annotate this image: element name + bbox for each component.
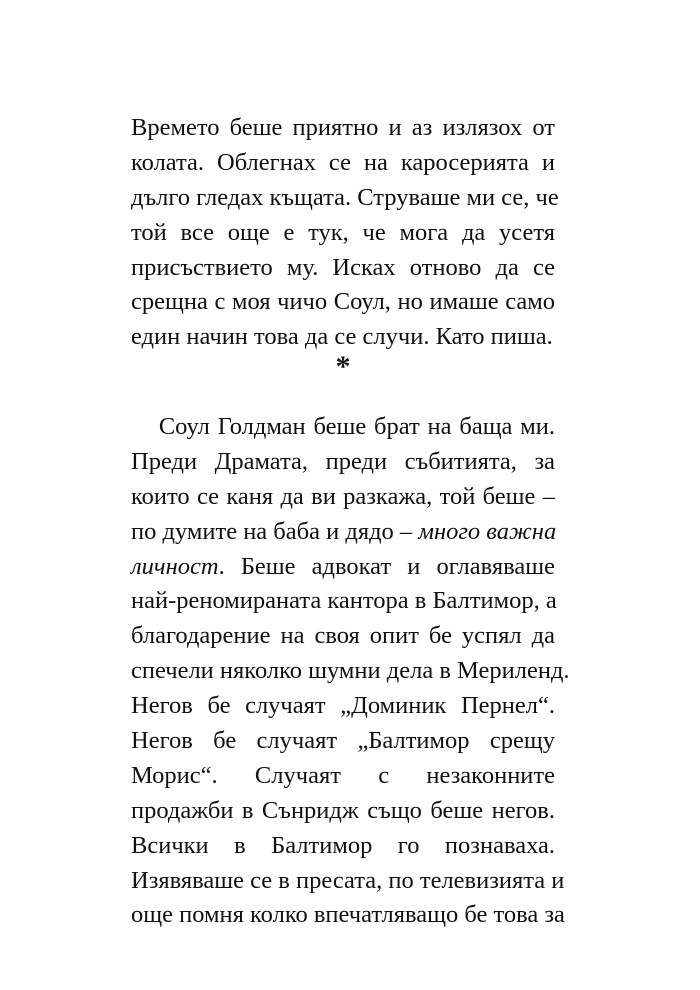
text-line: Всички в Балтимор го познаваха. bbox=[131, 831, 555, 859]
text-fragment: . Беше адвокат и оглавяваше bbox=[218, 552, 555, 580]
text-line: присъствието му. Исках отново да се bbox=[131, 253, 555, 281]
text-fragment: Соул Голдман беше брат на баща ми. bbox=[151, 413, 555, 440]
italic-phrase: много важна bbox=[418, 517, 557, 545]
text-line: колата. Облегнах се на каросерията и bbox=[131, 148, 555, 176]
text-line: продажби в Сънридж също беше негов. bbox=[131, 796, 555, 824]
text-line: Изявяваше се в пресата, по телевизията и bbox=[131, 866, 565, 894]
text-line: най-реномираната кантора в Балтимор, а bbox=[131, 587, 557, 615]
text-line bbox=[131, 550, 555, 585]
text-line: срещна с моя чичо Соул, но имаше само bbox=[131, 288, 555, 316]
text-line: Морис“. Случаят с незаконните bbox=[131, 761, 555, 789]
text-line: Времето беше приятно и аз излязох от bbox=[131, 114, 555, 141]
text-line: благодарение на своя опит бе успял да bbox=[131, 622, 555, 650]
italic-phrase: личност bbox=[131, 552, 219, 580]
text-line: Негов бе случаят „Доминик Пернел“. bbox=[131, 692, 555, 720]
text-line bbox=[131, 410, 555, 445]
text-line: още помня колко впечатляващо бе това за bbox=[131, 901, 565, 929]
text-line bbox=[131, 515, 555, 550]
text-line: спечели няколко шумни дела в Мериленд. bbox=[131, 657, 570, 685]
text-line: които се каня да ви разкажа, той беше – bbox=[131, 482, 555, 510]
paragraph-1 bbox=[131, 111, 559, 355]
text-line: дълго гледах къщата. Струваше ми се, че bbox=[131, 183, 559, 211]
text-line: Негов бе случаят „Балтимор срещу bbox=[131, 727, 555, 755]
text-fragment: по думите на баба и дядо – bbox=[131, 517, 419, 545]
paragraph-2 bbox=[131, 410, 570, 933]
section-separator: * bbox=[335, 350, 351, 383]
text-line: един начин това да се случи. Като пиша. bbox=[131, 323, 553, 351]
text-line: той все още е тук, че мога да усетя bbox=[131, 218, 555, 246]
text-line: Преди Драмата, преди събитията, за bbox=[131, 447, 555, 475]
